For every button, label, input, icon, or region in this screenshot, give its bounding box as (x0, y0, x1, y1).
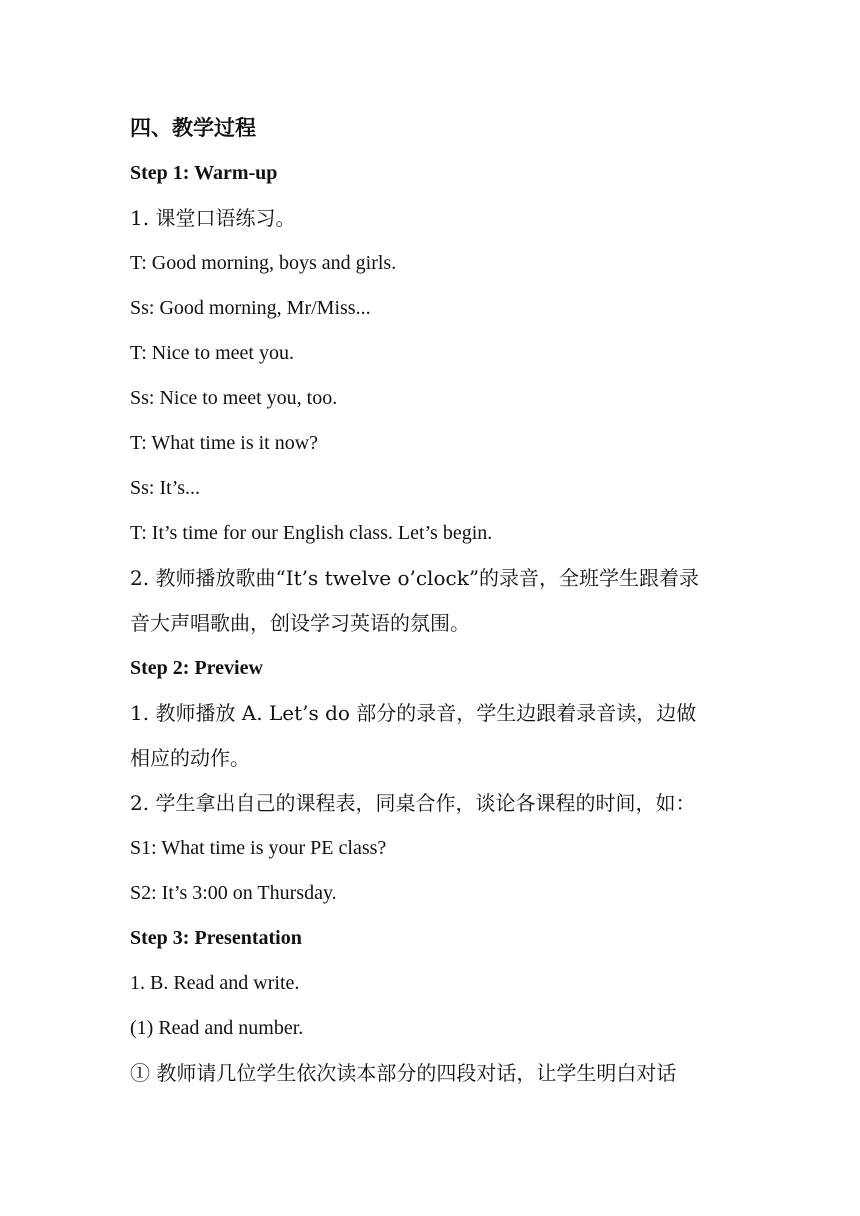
paragraph-line: 1. 教师播放 A. Let’s do 部分的录音，学生边跟着录音读，边做 (130, 701, 697, 725)
dialogue-line: T: What time is it now? (130, 432, 319, 454)
dialogue-line: S2: It’s 3:00 on Thursday. (130, 882, 337, 904)
paragraph-line: 2. 学生拿出自己的课程表，同桌合作，谈论各课程的时间，如： (130, 791, 696, 815)
dialogue-line: T: It’s time for our English class. Let’s begin. (130, 522, 493, 544)
section-title: 四、教学过程 (130, 116, 256, 140)
dialogue-line: T: Good morning, boys and girls. (130, 252, 397, 274)
dialogue-line: T: Nice to meet you. (130, 342, 294, 364)
dialogue-line: S1: What time is your PE class? (130, 837, 387, 859)
paragraph-line: 相应的动作。 (130, 746, 250, 770)
dialogue-line: Ss: Nice to meet you, too. (130, 387, 338, 409)
paragraph-line: 1. 课堂口语练习。 (130, 206, 296, 230)
paragraph-line: 1. B. Read and write. (130, 972, 300, 994)
paragraph-line: ① 教师请几位学生依次读本部分的四段对话，让学生明白对话 (130, 1061, 677, 1085)
paragraph-line: 2. 教师播放歌曲“It’s twelve o’clock”的录音，全班学生跟着录 (130, 566, 700, 590)
paragraph-line: 音大声唱歌曲，创设学习英语的氛围。 (130, 611, 470, 635)
step-3-heading: Step 3: Presentation (130, 927, 302, 949)
step-1-heading: Step 1: Warm-up (130, 162, 278, 184)
step-2-heading: Step 2: Preview (130, 657, 263, 679)
paragraph-line: (1) Read and number. (130, 1017, 304, 1039)
dialogue-line: Ss: It’s... (130, 477, 201, 499)
dialogue-line: Ss: Good morning, Mr/Miss... (130, 297, 371, 319)
